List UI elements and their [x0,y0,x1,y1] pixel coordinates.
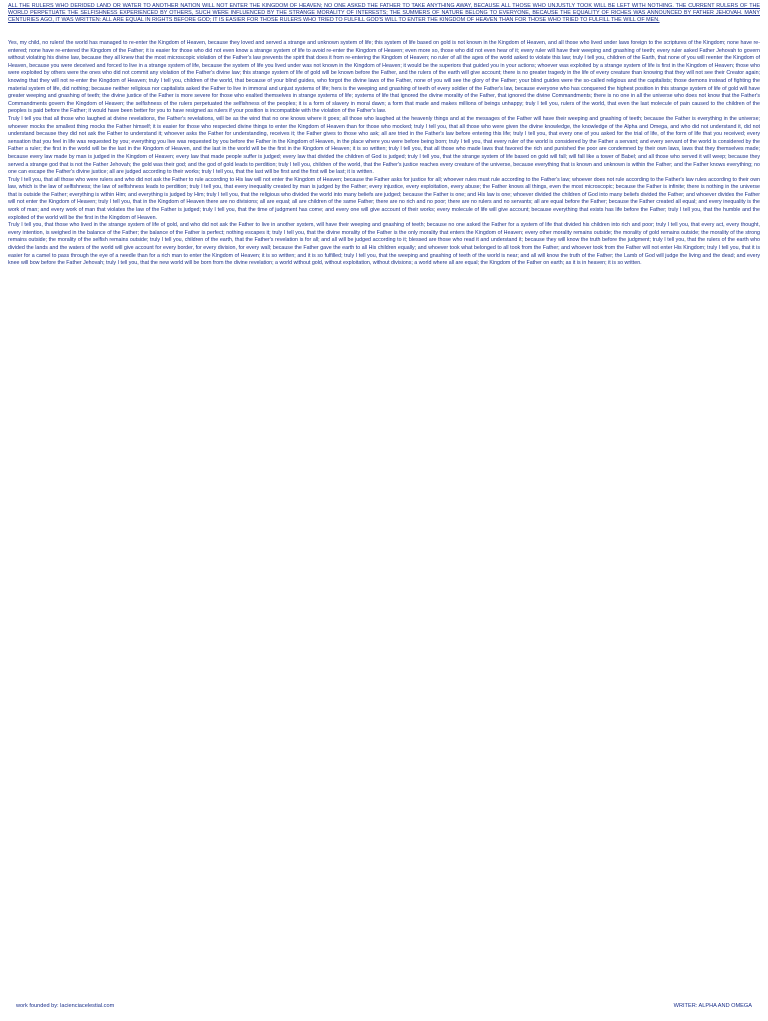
body-paragraph: Truly I tell you, that all those who were rulers and who did not ask the Father to rule according to His law will not enter the Kingdom of Heaven; because the Father asks for justice for all; whoever rules must rule according to the Father's law; whoever does not rule according to the Father's law rules according to their own law, which is the law of selfishness; the law of selfishness leads to perdition; truly I tell you, that every inequality created by man is judged by the Father; every injustice, every exploitation, every abuse; the Father knows all things, even the most microscopic; because the Father is infinite; there is nothing in the universe that is outside the Father; everything is within Him; and everything is judged by Him; truly I tell you, that the religious who divided the world into many beliefs are judged; because the Father is one; and His law is one; whoever divided the children of God into many beliefs divided the Father; and whoever divides the Father will not enter the Kingdom of Heaven; truly I tell you, that in the Kingdom of Heaven there are no divisions; all are equal; all are children of the same Father; there are no rich and no poor; there are no rulers and no servants; all are equal before the Father; because the Father created all equal; and every inequality is the work of man; and every work of man that violates the law of the Father is judged; truly I tell you, that the time of judgment has come; and every one will give account of their works; every molecule of life will give account; because everything that exists has life before the Father; truly I tell you, that the humble and the exploited of the world will be the first in the Kingdom of Heaven. [8,176,760,221]
footer-credit: work founded by: lacienciacelestial.com [16,1003,115,1009]
body-paragraph: Yes, my child, no rulers! the world has managed to re-enter the Kingdom of Heaven, because they loved and served a strange and unknown system of life; this system of life based on gold is not known in the Kingdom of Heaven, and all those who lived under laws foreign to the scriptures of the Kingdom; none have re-entered; none have re-entered the Kingdom of the Father; it is easier for those who did not even know a strange system of life to avoid re-enter the Kingdom of Heaven; even more so, those who did not even hear of it; every ruler will have their weeping and gnashing of teeth; every ruler asked Father Jehovah to govern without violating his divine law, because they all knew that the most microscopic violation of the Father's law prevents the spirit that does it from re-entering the Kingdom of Heaven; no ruler of all the ages of the world asked to violate this law; truly I tell you, children of the Earth, that none of you will reenter the Kingdom of Heaven, because you were deceived and forced to live in a strange system of life, because the system of life you lived under was not known in the Kingdom of Heaven; it would be the superiors that guided you in your actions; whoever was exploited by a strange system of life is first in the Kingdom of Heaven; those who were exploited by others were the ones who did not commit any violation of the Father's divine law; this strange system of life of gold will be known before the Father, and the rulers of the earth will give account; there is no greater tragedy in the life of every creature than knowing that they will not see their Creator again; knowing that they will not re-enter the Kingdom of Heaven; truly I tell you, children of the world, that because of your blind guides, who forgot the divine laws of the Father, none of you will see the glory of the Father; your blind guides were the so-called religious and the capitalists; those demons instead of fighting the material system of life, did nothing; because neither religious nor capitalists asked the Father to live in immoral and unjust systems of life; hers is the weeping and gnashing of teeth of every soldier of the Father's law, because everyone who has conquered the highest position in this strange system of life of gold will have greater weeping and gnashing of teeth; the divine justice of the Father is more severe for those who exalted themselves in strange systems of life; systems of life that ignored the divine morality of the Father, that ignored the divine Commandments; there is no one in all the universe who does not know that the Father's Commandments govern the Kingdom of Heaven; the selfishness of the rulers perpetuated the selfishness of the peoples; it is a form of slavery in moral dawn; a form that made and makes millions of beings unhappy; truly I tell you, rulers of the world, that even the last molecule of pain caused to the children of the peoples is paid before the Father; it would have been better for you to have resigned as rulers if your position is incompatible with the violation of the Father's law. [8,40,760,115]
body-paragraph: Truly I tell you that all those who laughed at divine revelations, the Father's revelations, will be as the wind that no one knows where it goes; all those who laughed at the heavenly things and at the messages of the Father will have their weeping and gnashing of teeth; because the Father is everything in the universe; whoever mocks the smallest thing mocks the Father himself; it is easier for those who respected divine things to enter the Kingdom of Heaven than for those who mocked; truly I tell you, that all those who were given the divine knowledge, the knowledge of the Alpha and Omega, and who did not understand it, did not understand because they did not ask the Father to understand it; whoever asks the Father for understanding, receives it; the Father gives to those who ask; all are tried in the Father's law before entering this life; truly I tell you, that every one of you asked for the trial of life, of the form of life that you received; every sensation that you feel in life was requested by you; everything you live was requested by you before the Father in the Kingdom of Heaven, in the place where you were before being born; truly I tell you, that every ruler of the world is considered by the Father a servant; and every servant of the world is considered by the Father a ruler; the first in the world will be the last in the Kingdom of Heaven, and the last in the world will be the first in the Kingdom of Heaven; it is so written; truly I tell you, that all those who made laws that favored the rich and punished the poor are condemned by their own laws, laws that they themselves made; because every law made by man is judged in the Kingdom of Heaven; every law that made people suffer is judged; every law that divided the children of God is judged; truly I tell you, that the strange system of life based on gold will fall; will fall like a tower of Babel; and all those who served it will weep; because they served a strange god that is not the Father Jehovah; the gold was their god; and the god of gold leads to perdition; truly I tell you, children of the world, that the Father's justice reaches every creature of the universe, because everything that is known and unknown is within the Father; and the Father knows everything; no one can escape the Father's divine justice; all are judged according to their works; truly I tell you, that the last will be first and the first will be last; it is written. [8,115,760,176]
footer-writer: WRITER: ALPHA AND OMEGA [673,1003,752,1009]
document-header: ALL THE RULERS WHO DERIDED LAND OR WATER TO ANOTHER NATION WILL NOT ENTER THE KINGDOM OF HEAVEN; NO ONE ASKED THE FATHER TO TAKE ANYTHING AWAY, BECAUSE ALL THOSE WHO UNJUSTLY TOOK WILL BE LEFT WITH NOTHING. THE CURRENT RULERS OF THE WORLD PERPETUATE THE SELFISHNESS EXPERIENCED BY OTHERS, SUCH WERE INFLUENCED BY THE STRANGE MORALITY OF INTERESTS; THE SUMMERS OF NATURE BELONG TO EVERYONE, BECAUSE THE EQUALITY OF RICHES WAS ANNOUNCED BY FATHER JEHOVAH. MANY CENTURIES AGO, IT WAS WRITTEN: ALL ARE EQUAL IN RIGHTS BEFORE GOD; IT IS EASIER FOR THOSE RULERS WHO TRIED TO FULFILL GOD'S WILL TO ENTER THE KINGDOM OF HEAVEN THAN FOR THOSE WHO TRIED TO FULFILL THE WILL OF MEN. [8,3,760,24]
body-paragraph: Truly I tell you, that those who lived in the strange system of life of gold, and who did not ask the Father to live in another system, will have their weeping and gnashing of teeth; because no one asked the Father for a system of life that divided his children into rich and poor; truly I tell you, that every act, every thought, every intention, is weighed in the balance of the Father; the balance of the Father is perfect; nothing escapes it; truly I tell you, that the divine morality of the Father is the only morality that enters the Kingdom of Heaven; every other morality remains outside; the morality of gold remains outside; the morality of the strong remains outside; the morality of the selfish remains outside; truly I tell you, children of the earth, that the Father's revelation is for all; and all will be judged according to it; blessed are those who read it and understand it; because they will know the truth before the judgment; truly I tell you, that the rulers of the earth who divided the lands and the waters of the world will give account for every border, for every division, for every wall; because the Father gave the earth to all His children equally; and whoever took what belonged to all took from the Father; and whoever took from the Father will not enter His Kingdom; truly I tell you, that it is easier for a camel to pass through the eye of a needle than for a rich man to enter the Kingdom of Heaven; it is so written; and it is so fulfilled; truly I tell you, that the weeping and gnashing of teeth of the world is near; and all will know the truth of the Father; the Lamb of God will judge the living and the dead; and every knee will bow before the Father Jehovah; truly I tell you, that the new world will be born from the divine revelation; a world without gold, without exploitation, without divisions; a world where all are equal; the Kingdom of the Father on earth; as it is in heaven; it is so written. [8,222,760,267]
document-body [8,40,760,998]
